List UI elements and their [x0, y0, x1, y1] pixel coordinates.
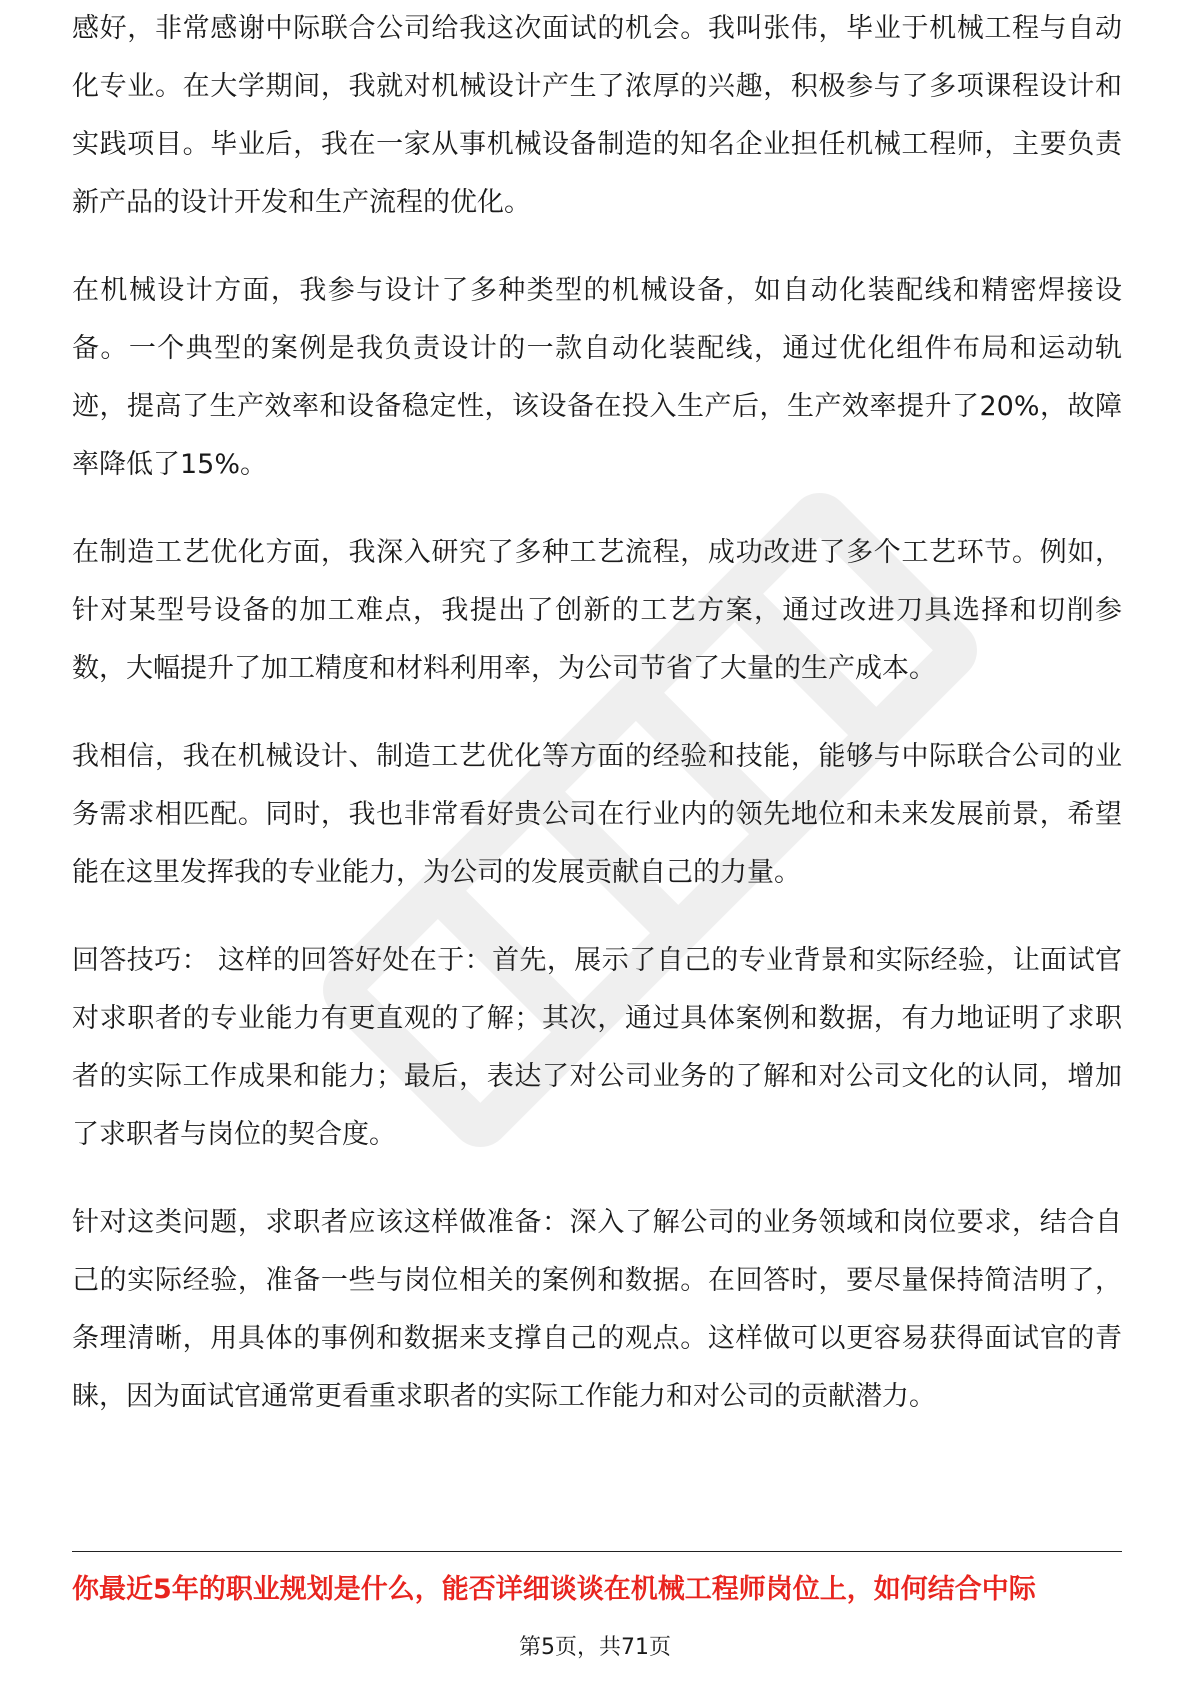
paragraph: 针对这类问题，求职者应该这样做准备：深入了解公司的业务领域和岗位要求，结合自己的实际经验，准备一些与岗位相关的案例和数据。在回答时，要尽量保持简洁明了，条理清晰，用具体的事例和数据来支撑自己的观点。这样做可以更容易获得面试官的青睐，因为面试官通常更看重求职者的实际工作能力和对公司的贡献潜力。 — [72, 1207, 1122, 1412]
paragraph: 我相信，我在机械设计、制造工艺优化等方面的经验和技能，能够与中际联合公司的业务需求相匹配。同时，我也非常看好贵公司在行业内的领先地位和未来发展前景，希望能在这里发挥我的专业能力，为公司的发展贡献自己的力量。 — [72, 741, 1122, 888]
paragraph: 在制造工艺优化方面，我深入研究了多种工艺流程，成功改进了多个工艺环节。例如，针对某型号设备的加工难点，我提出了创新的工艺方案，通过改进刀具选择和切削参数，大幅提升了加工精度和材料利用率，为公司节省了大量的生产成本。 — [72, 537, 1122, 684]
page-footer: 第5页，共71页 — [519, 1635, 671, 1660]
paragraph: 回答技巧： 这样的回答好处在于：首先，展示了自己的专业背景和实际经验，让面试官对求职者的专业能力有更直观的了解；其次，通过具体案例和数据，有力地证明了求职者的实际工作成果和能力；最后，表达了对公司业务的了解和对公司文化的认同，增加了求职者与岗位的契合度。 — [72, 945, 1122, 1150]
paragraph: 感好，非常感谢中际联合公司给我这次面试的机会。我叫张伟，毕业于机械工程与自动化专业。在大学期间，我就对机械设计产生了浓厚的兴趣，积极参与了多项课程设计和实践项目。毕业后，我在一家从事机械设备制造的知名企业担任机械工程师，主要负责新产品的设计开发和生产流程的优化。 — [72, 13, 1122, 218]
paragraph: 在机械设计方面，我参与设计了多种类型的机械设备，如自动化装配线和精密焊接设备。一个典型的案例是我负责设计的一款自动化装配线，通过优化组件布局和运动轨迹，提高了生产效率和设备稳定性，该设备在投入生产后，生产效率提升了20%，故障率降低了15%。 — [72, 275, 1122, 480]
document-body — [72, 13, 1122, 1456]
section-divider — [72, 1551, 1122, 1552]
next-question-heading: 你最近5年的职业规划是什么，能否详细谈谈在机械工程师岗位上，如何结合中际 — [72, 1574, 1036, 1605]
